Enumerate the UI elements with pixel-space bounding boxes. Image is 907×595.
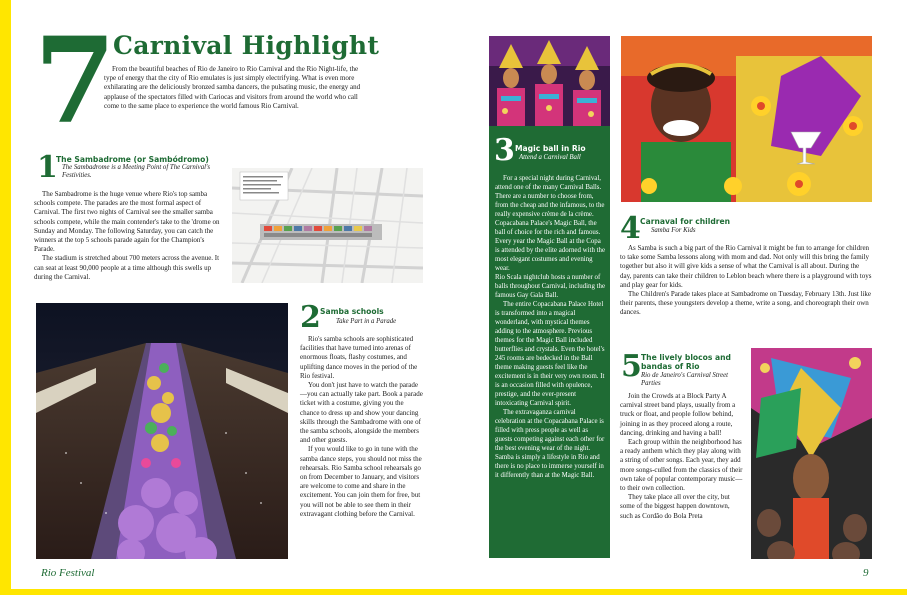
section-1-paragraph: The Sambadrome is the huge venue where Rio's top samba schools compete. The parades are the most formal aspect of Carnival. The first two nights of Carnival see the smaller samba schools compete, while the main contender's take to the 'drome on Sunday and Monday. The following Saturday, you can catch the winners at the top 5 schools parade again for the Champion's Parade. [34, 190, 220, 254]
section-1-paragraph: The stadium is stretched about 700 meters across the avenue. It can seat at least 90,000 people at a time although this swells up during the Carnival. [34, 254, 220, 281]
section-3-heading: Magic ball in Rio [515, 144, 586, 153]
bottom-accent-bar [0, 589, 907, 595]
ball-list [495, 219, 606, 300]
street-party-photo [751, 348, 872, 559]
section-1-subtitle: The Sambadrome is a Meeting Point of The Carnival's Festivities. [62, 164, 211, 180]
section-5-heading: The lively blocos and bandas of Rio [641, 353, 731, 371]
sambadrome-map [232, 168, 423, 283]
section-2-heading: Samba schools [320, 307, 384, 316]
page-title: Carnival Highlight [113, 31, 380, 60]
section-4-heading: Carnaval for children [640, 217, 731, 226]
section-4-paragraph: As Samba is such a big part of the Rio Carnival it might be fun to arrange for children to take some Samba lessons along with mom and dad. Not only will this bring the family together but also it will give kids a sense of what the Carnival is all about. During the day, parents can take their children to Leblon beach where there is a playground with toys and play gear for kids. [620, 244, 872, 289]
carnival-dancers-photo [489, 36, 610, 126]
section-5-paragraph: They take place all over the city, but some of the biggest happen downtown, such as Cordão do Bola Preta [620, 493, 730, 520]
section-5-subtitle: Rio de Janeiro's Carnival Street Parties [641, 372, 729, 388]
section-2-body [300, 335, 424, 519]
section-2-paragraph: Rio's samba schools are sophisticated facilities that have turned into arenas of enormous floats, flashy costumes, and uplifting dance moves in the period of the Rio festival. [300, 335, 418, 380]
left-accent-bar [0, 0, 11, 595]
footer-publication: Rio Festival [41, 567, 95, 579]
section-1-number: 1 [37, 150, 58, 185]
child-carnival-photo [621, 36, 872, 202]
intro-paragraph [104, 65, 362, 111]
section-3-paragraph: For a special night during Carnival, attend one of the many Carnival Balls. There are a number to choose from, from the cheap and the infamous, to the really expensive crème de la crème. [495, 175, 605, 218]
section-5-paragraph: Each group within the neighborhood has a ready anthem which they play along with a string of other songs. Each year, they add more songs-culled from the classics of their own take of popular contemporary music—to their own collection. [620, 438, 743, 493]
section-4-subtitle: Samba For Kids [651, 227, 696, 234]
ball-list-item: • Copacabana Palace's Magic Ball, the ball of choice for the rich and famous. Every year the Magic Ball at the Copa is attended by the elite adorned with the most elegant costumes and evening wear. [495, 219, 606, 273]
section-3-body [495, 174, 606, 480]
section-2-paragraph: You don't just have to watch the parade—you can actually take part. Book a parade ticket with a costume, giving you the chance to dress up and show your dancing skills through the Sambadrome with one of the samba schools, alongside the members and other guests. [300, 381, 423, 445]
section-1-body [34, 190, 224, 282]
section-3-subtitle: Attend a Carnival Ball [519, 154, 581, 161]
section-3-paragraph: The entire Copacabana Palace Hotel is transformed into a magical wonderland, with mystical themes adding to the atmosphere. Previous themes for the Magic Ball included butterflies and crystals. Even the hotel's 245 rooms are bedecked in the Ball theme making guests feel like the excitement is in their very own room. It is an occasion filled with opulence, prestige, and the ever-present intoxicating Carnival spirit. [495, 301, 605, 407]
section-2-subtitle: Take Part in a Parade [336, 318, 397, 325]
section-5-body [620, 392, 744, 521]
section-5-number: 5 [621, 349, 642, 384]
section-2-number: 2 [300, 300, 321, 335]
sambadrome-parade-photo [36, 303, 288, 559]
section-2-paragraph: If you would like to go in tune with the samba dance steps, you should not miss the rehearsals. Rio Samba school rehearsals go on from December to January, and visitors are welcome to come and share in the excitement. You can join them for free, but you will not be able to see them in their extravagant clothing before the Carnival. [300, 445, 422, 518]
section-4-number: 4 [620, 211, 641, 246]
page-number: 9 [863, 567, 869, 579]
section-1-heading: The Sambadrome (or Sambódromo) [56, 155, 209, 164]
section-3-paragraph: The extravaganza carnival celebration at the Copacabana Palace is filled with press people as well as guests competing against each other for the best evening wear of the night. Samba is simply a lifestyle in Rio and there is no place to immerse yourself in it differently than at the Magic Ball. [495, 409, 605, 479]
section-5-paragraph: Join the Crowds at a Block Party A carnival street band plays, usually from a truck or float, and people follow behind, joining in as they proceed along a route, dancing, drinking and having a ball! [620, 392, 736, 437]
intro-text: From the beautiful beaches of Rio de Janeiro to Rio Carnival and the Rio Night-life, the type of energy that the city of Rio emulates is just simply electrifying. What is even more exhilarating are the deliciously bronzed samba dancers, the pulsating music, the energy and applause of the spectators filled with Cariocas and visitors from around the world who call come to the same place to experience the world famous Rio Carnival. [104, 65, 361, 110]
section-4-body [620, 244, 872, 318]
main-number: 7 [34, 11, 117, 150]
section-4-paragraph: The Children's Parade takes place at Sambadrome on Tuesday, February 13th. Just like their parents, these youngsters develop a theme, write a song, and choreograph their own dances. [620, 290, 872, 317]
section-3-number: 3 [494, 133, 515, 168]
ball-list-item: • Rio Scala nightclub hosts a number of balls throughout Carnival, including the famous Gay Gala Ball. [495, 273, 606, 300]
